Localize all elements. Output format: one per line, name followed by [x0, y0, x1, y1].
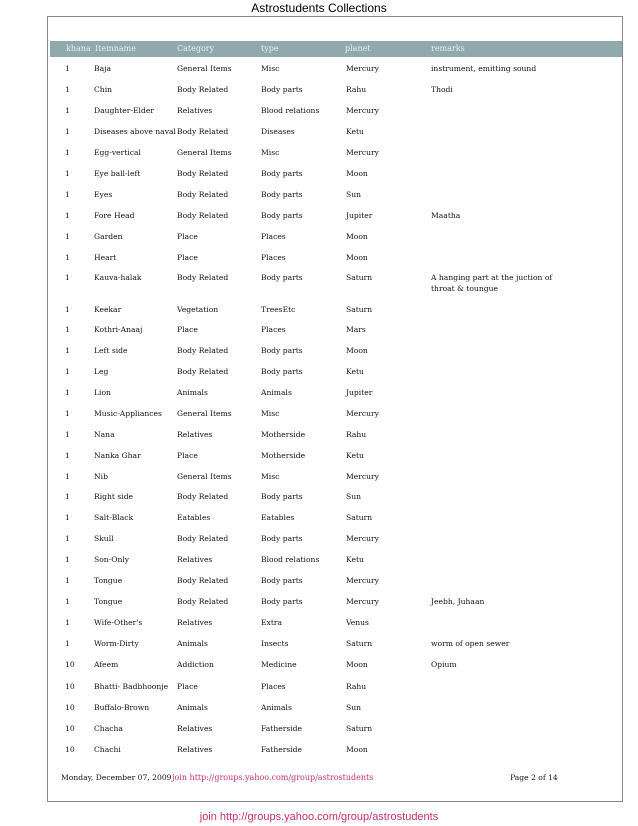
cell-category: Place: [177, 451, 198, 460]
cell-category: Relatives: [177, 106, 213, 115]
cell-type: Body parts: [261, 273, 303, 282]
column-header-type: type: [261, 44, 279, 53]
cell-category: Body Related: [177, 492, 229, 501]
cell-category: Body Related: [177, 576, 229, 585]
cell-planet: Saturn: [346, 273, 373, 282]
cell-category: Place: [177, 682, 198, 691]
footer-date: Monday, December 07, 2009: [61, 773, 172, 782]
cell-type: Body parts: [261, 367, 303, 376]
cell-planet: Saturn: [346, 305, 373, 314]
cell-itemname: Left side: [94, 346, 128, 355]
table-row: [0, 471, 638, 491]
cell-planet: Sun: [346, 492, 361, 501]
table-row: [0, 63, 638, 83]
cell-khana: 1: [65, 513, 70, 522]
table-row: [0, 189, 638, 209]
cell-khana: 1: [65, 451, 70, 460]
cell-type: Insects: [261, 639, 289, 648]
cell-khana: 1: [65, 305, 70, 314]
column-header-remarks: remarks: [431, 44, 465, 53]
table-row: [0, 147, 638, 167]
cell-remarks: Opium: [431, 660, 457, 669]
table-row: [0, 575, 638, 595]
table-row: [0, 596, 638, 616]
cell-type: Body parts: [261, 576, 303, 585]
table-row: [0, 231, 638, 251]
column-header-category: Category: [177, 44, 215, 53]
cell-planet: Venus: [346, 618, 369, 627]
cell-category: Body Related: [177, 211, 229, 220]
table-row: [0, 554, 638, 574]
cell-type: Animals: [261, 703, 292, 712]
cell-category: Relatives: [177, 618, 213, 627]
column-header-planet: planet: [345, 44, 371, 53]
cell-itemname: Bhatti- Badbhoonje: [94, 682, 169, 691]
cell-planet: Mercury: [346, 64, 379, 73]
cell-khana: 1: [65, 106, 70, 115]
cell-category: Place: [177, 232, 198, 241]
cell-khana: 1: [65, 253, 70, 262]
cell-remarks: Thodi: [431, 85, 453, 94]
cell-category: Addiction: [177, 660, 214, 669]
cell-type: Fatherside: [261, 745, 303, 754]
cell-khana: 1: [65, 325, 70, 334]
cell-type: Body parts: [261, 492, 303, 501]
cell-khana: 1: [65, 430, 70, 439]
cell-planet: Rahu: [346, 682, 367, 691]
column-header-itemname: Itemname: [95, 44, 136, 53]
table-row: [0, 702, 638, 722]
cell-planet: Mercury: [346, 472, 379, 481]
cell-khana: 1: [65, 492, 70, 501]
cell-khana: 10: [65, 724, 75, 733]
cell-itemname: Keekar: [94, 305, 122, 314]
cell-khana: 1: [65, 597, 70, 606]
cell-khana: 1: [65, 472, 70, 481]
table-row: [0, 252, 638, 272]
cell-planet: Ketu: [346, 451, 364, 460]
cell-itemname: Chin: [94, 85, 113, 94]
cell-khana: 1: [65, 273, 70, 282]
cell-itemname: Afeem: [94, 660, 119, 669]
table-row: [0, 744, 638, 764]
cell-itemname: Diseases above naval: [94, 127, 176, 136]
cell-khana: 1: [65, 367, 70, 376]
cell-khana: 10: [65, 703, 75, 712]
cell-type: TreesEtc: [261, 305, 296, 314]
cell-itemname: Right side: [94, 492, 134, 501]
cell-type: Places: [261, 325, 286, 334]
cell-planet: Mercury: [346, 106, 379, 115]
cell-khana: 1: [65, 409, 70, 418]
cell-planet: Mercury: [346, 409, 379, 418]
cell-khana: 10: [65, 682, 75, 691]
cell-category: Vegetation: [177, 305, 219, 314]
table-header: [50, 41, 622, 57]
cell-itemname: Tongue: [94, 576, 123, 585]
cell-remarks: instrument, emitting sound: [431, 64, 537, 73]
cell-planet: Moon: [346, 253, 368, 262]
cell-type: Blood relations: [261, 555, 320, 564]
cell-itemname: Nanka Ghar: [94, 451, 141, 460]
cell-category: General Items: [177, 64, 232, 73]
cell-khana: 1: [65, 346, 70, 355]
cell-category: Animals: [177, 639, 208, 648]
cell-itemname: Chacha: [94, 724, 123, 733]
cell-planet: Jupiter: [346, 211, 373, 220]
cell-category: Place: [177, 325, 198, 334]
cell-planet: Ketu: [346, 367, 364, 376]
cell-planet: Mercury: [346, 534, 379, 543]
cell-type: Body parts: [261, 534, 303, 543]
cell-type: Fatherside: [261, 724, 303, 733]
cell-category: General Items: [177, 472, 232, 481]
cell-type: Blood relations: [261, 106, 320, 115]
cell-type: Medicine: [261, 660, 297, 669]
cell-category: Relatives: [177, 745, 213, 754]
cell-type: Extra: [261, 618, 283, 627]
column-header-khana: khana: [66, 44, 91, 53]
cell-category: Body Related: [177, 169, 229, 178]
cell-itemname: Garden: [94, 232, 123, 241]
table-row: [0, 617, 638, 637]
cell-itemname: Eye ball-left: [94, 169, 141, 178]
cell-category: Relatives: [177, 555, 213, 564]
cell-khana: 1: [65, 388, 70, 397]
table-row: [0, 723, 638, 743]
table-row: [0, 366, 638, 386]
document-title: Astrostudents Collections: [251, 1, 387, 15]
cell-itemname: Buffalo-Brown: [94, 703, 150, 712]
cell-itemname: Lion: [94, 388, 111, 397]
cell-type: Misc: [261, 64, 280, 73]
cell-planet: Moon: [346, 169, 368, 178]
cell-itemname: Eyes: [94, 190, 113, 199]
table-row: [0, 345, 638, 365]
cell-type: Places: [261, 253, 286, 262]
cell-planet: Ketu: [346, 127, 364, 136]
cell-type: Misc: [261, 472, 280, 481]
table-row: [0, 210, 638, 230]
table-row: [0, 324, 638, 344]
cell-planet: Mercury: [346, 576, 379, 585]
cell-planet: Ketu: [346, 555, 364, 564]
cell-category: General Items: [177, 148, 232, 157]
cell-planet: Mars: [346, 325, 366, 334]
cell-type: Body parts: [261, 346, 303, 355]
cell-remarks: Jeebh, Juhaan: [431, 597, 485, 606]
cell-itemname: Fore Head: [94, 211, 135, 220]
table-row: [0, 272, 638, 292]
cell-khana: 1: [65, 148, 70, 157]
cell-itemname: Egg-vertical: [94, 148, 141, 157]
cell-itemname: Wife-Other's: [94, 618, 143, 627]
cell-itemname: Worm-Dirty: [94, 639, 139, 648]
cell-khana: 1: [65, 639, 70, 648]
cell-itemname: Leg: [94, 367, 109, 376]
cell-type: Body parts: [261, 211, 303, 220]
cell-itemname: Son-Only: [94, 555, 130, 564]
cell-type: Body parts: [261, 85, 303, 94]
cell-remarks: worm of open sewer: [431, 639, 510, 648]
cell-itemname: Salt-Black: [94, 513, 134, 522]
cell-type: Animals: [261, 388, 292, 397]
table-row: [0, 84, 638, 104]
cell-khana: 1: [65, 576, 70, 585]
cell-itemname: Baja: [94, 64, 111, 73]
cell-khana: 1: [65, 190, 70, 199]
cell-category: Body Related: [177, 85, 229, 94]
cell-type: Body parts: [261, 597, 303, 606]
cell-category: Animals: [177, 388, 208, 397]
table-row: [0, 126, 638, 146]
cell-type: Motherside: [261, 430, 306, 439]
cell-itemname: Kothri-Anaaj: [94, 325, 143, 334]
table-row: [0, 429, 638, 449]
cell-category: Body Related: [177, 127, 229, 136]
cell-type: Body parts: [261, 169, 303, 178]
cell-category: Eatables: [177, 513, 211, 522]
cell-planet: Rahu: [346, 85, 367, 94]
cell-category: Place: [177, 253, 198, 262]
cell-type: Motherside: [261, 451, 306, 460]
cell-khana: 1: [65, 555, 70, 564]
cell-planet: Saturn: [346, 724, 373, 733]
cell-category: General Items: [177, 409, 232, 418]
cell-planet: Sun: [346, 703, 361, 712]
cell-type: Diseases: [261, 127, 295, 136]
table-row: [0, 387, 638, 407]
cell-planet: Sun: [346, 190, 361, 199]
table-row: [0, 450, 638, 470]
cell-planet: Saturn: [346, 639, 373, 648]
cell-category: Body Related: [177, 534, 229, 543]
cell-category: Body Related: [177, 190, 229, 199]
cell-itemname: Daughter-Elder: [94, 106, 154, 115]
cell-khana: 1: [65, 169, 70, 178]
cell-remarks: Maatha: [431, 211, 461, 220]
footer-group-link[interactable]: join http://groups.yahoo.com/group/astrostudents: [172, 773, 374, 782]
cell-type: Eatables: [261, 513, 295, 522]
table-row: [0, 659, 638, 679]
cell-itemname: Tongue: [94, 597, 123, 606]
cell-category: Body Related: [177, 346, 229, 355]
table-row: [0, 681, 638, 701]
table-row: [0, 304, 638, 324]
cell-planet: Mercury: [346, 148, 379, 157]
cell-category: Body Related: [177, 597, 229, 606]
cell-planet: Moon: [346, 232, 368, 241]
cell-planet: Rahu: [346, 430, 367, 439]
cell-khana: 1: [65, 534, 70, 543]
cell-khana: 1: [65, 64, 70, 73]
cell-planet: Saturn: [346, 513, 373, 522]
cell-itemname: Kauva-halak: [94, 273, 142, 282]
cell-itemname: Skull: [94, 534, 114, 543]
table-row: [0, 168, 638, 188]
cell-type: Misc: [261, 409, 280, 418]
table-row: [0, 533, 638, 553]
cell-planet: Moon: [346, 346, 368, 355]
cell-planet: Moon: [346, 660, 368, 669]
table-row: [0, 105, 638, 125]
cell-type: Misc: [261, 148, 280, 157]
cell-itemname: Nana: [94, 430, 115, 439]
cell-category: Animals: [177, 703, 208, 712]
cell-planet: Moon: [346, 745, 368, 754]
cell-khana: 1: [65, 85, 70, 94]
table-row: [0, 512, 638, 532]
cell-type: Body parts: [261, 190, 303, 199]
cell-category: Body Related: [177, 367, 229, 376]
cell-planet: Mercury: [346, 597, 379, 606]
cell-category: Body Related: [177, 273, 229, 282]
table-row: [0, 638, 638, 658]
cell-khana: 1: [65, 232, 70, 241]
table-row: [0, 408, 638, 428]
cell-planet: Jupiter: [346, 388, 373, 397]
cell-khana: 1: [65, 618, 70, 627]
cell-itemname: Music-Appliances: [94, 409, 162, 418]
cell-khana: 10: [65, 745, 75, 754]
bottom-group-link[interactable]: join http://groups.yahoo.com/group/astrostudents: [199, 811, 439, 823]
cell-khana: 1: [65, 211, 70, 220]
cell-type: Places: [261, 232, 286, 241]
cell-itemname: Heart: [94, 253, 117, 262]
cell-khana: 1: [65, 127, 70, 136]
cell-itemname: Nib: [94, 472, 108, 481]
cell-category: Relatives: [177, 724, 213, 733]
cell-itemname: Chachi: [94, 745, 121, 754]
cell-khana: 10: [65, 660, 75, 669]
cell-type: Places: [261, 682, 286, 691]
table-row: [0, 491, 638, 511]
cell-remarks: A hanging part at the juction of throat & toungue: [431, 273, 553, 293]
cell-category: Relatives: [177, 430, 213, 439]
page-number: Page 2 of 14: [510, 773, 558, 782]
